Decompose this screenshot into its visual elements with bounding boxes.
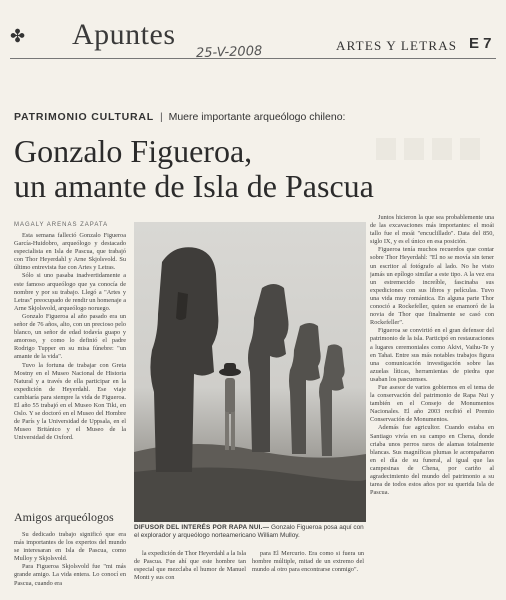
headline-line-2: un amante de Isla de Pascua <box>14 168 374 204</box>
moai-statue-large <box>150 247 218 472</box>
kicker-separator: | <box>159 111 163 123</box>
article-column-bottom-middle <box>134 550 246 598</box>
paragraph: Además fue agricultor. Cuando estaba en Santiago vivía en su campo en Chena, donde criaba unos perros raros de alamas totalmente blancas. Sus magníficas plumas le acompañaron en el día de su funeral, al igual que las campesinas de Chena, por cariño al agradecimiento del mundo del patrimonio a su tarea de todos estos años por su querida Isla de Pascua. <box>370 424 494 497</box>
paragraph: Figueroa tenía muchos recuerdos que contar sobre Thor Heyerdahl: "El no se movía sin tener un escritor al fotógrafo al lado. No he visto jamás un epílogo similar a este tipo. A la vez era un estremecido increíble, fascinaba sus expediciones con sus libros y películas. Tuvo una vida muy romántica. En alguna parte Thor conoció a Rockefeller, quien se enamoró de la novia de Thor que finalmente se casó con Rockefeller". <box>370 246 494 327</box>
paragraph: Sólo si uno pasaba inadvertidamente a este famoso arqueólogo que ya conocía de nombre y por su trabajo. Llegó a "Artes y Letras" preocupado de rendir un homenaje a Arne Skjolsvold, arqueólogo noruego. <box>14 272 126 312</box>
section-name: ARTES Y LETRAS <box>336 38 458 53</box>
article-column-right <box>370 214 494 598</box>
article-column-bottom-right <box>252 550 364 598</box>
handwritten-date: 25-V-2008 <box>195 43 263 62</box>
bleed-through-text <box>376 128 486 178</box>
section-title: Apuntes <box>72 18 176 51</box>
caption-text: Gonzalo Figueroa posa aquí con el explorador y arqueólogo norteamericano William Mulloy. <box>134 524 364 539</box>
paragraph: Juntos hicieron la que sea probablemente una de las excavaciones más importantes: el moái tallo fue el moái "encuclillado". Data del 850, siglo IX, y es el único en esa posición. <box>370 214 494 246</box>
kicker-label: PATRIMONIO CULTURAL <box>14 111 155 123</box>
page-number: E 7 <box>469 35 492 52</box>
paragraph: Tuvo la fortuna de trabajar con Greta Mostny en el Museo Nacional de Historia Natural y a través de ella participar en la expedición de Heyerdahl. Ese viaje cambiaría para siempre la vida de Figueroa. El año 55 trabajó en el Museo Kon Tiki, en Oslo. Y se doctoró en el Museo del Hombre de París y la Universidad de Uppsala, en el Museo Británico y el Museo de la Universidad de Oxford. <box>14 361 126 442</box>
person-figure <box>219 363 241 450</box>
paragraph: Figueroa se convirtió en el gran defensor del patrimonio de la isla. Participó en restauraciones a lugares ceremoniales como Akivi, Vaihu-Te y en Tahai. Entre sus más notables trabajos figura una comunicación investigación sobre las azuelas líticas, herramientas de piedra que usaban los pascuenses. <box>370 327 494 383</box>
subheading: Amigos arqueólogos <box>14 510 114 524</box>
paragraph: la expedición de Thor Heyerdahl a la Isla de Pascua. Fue ahí que este hombre tan especial que mezclaba el humor de Manuel Montt y sus con <box>134 550 246 582</box>
headline <box>14 134 374 204</box>
header-rule <box>10 58 496 59</box>
moai-photo <box>134 222 366 522</box>
paragraph: Gonzalo Figueroa al año pasado era un señor de 76 años, alto, con un precioso pelo blanco, un señor de edad todavía guapo y amoroso, y como lo definió el padre Rodrigo Tupper en su misa fúnebre: "un amante de la vida". <box>14 312 126 361</box>
bleed-through-shape <box>376 128 486 168</box>
moai-statue-4 <box>319 344 345 456</box>
section-dingbat-icon: ✤ <box>10 26 26 46</box>
paragraph: Esta semana falleció Gonzalo Figueroa García-Huidobro, arqueólogo y destacado especialista en Isla de Pascua, que trabajó con Thor Heyerdahl y Arne Skjolsvold. Su último entrevista fue con Artes y Letras. <box>14 232 126 272</box>
kicker-text: Muere importante arqueólogo chileno: <box>168 111 346 123</box>
paragraph: Su dedicado trabajo significó que era más importantes de los expertos del mundo se interesaran en Isla de Pascua, como Mulloy y Skjolsvold. <box>14 531 126 563</box>
article-column-left <box>14 232 126 508</box>
article-column-left-lower <box>14 531 126 595</box>
photo-caption <box>134 524 366 540</box>
headline-line-1: Gonzalo Figueroa, <box>14 133 253 169</box>
byline: MAGALY ARENAS ZAPATA <box>14 222 109 228</box>
moai-statue-3 <box>289 323 321 454</box>
paragraph: para El Mercurio. Era como si fuera un hombre múltiple, mitad de un extremo del mundo al otro para encontrarse conmigo". <box>252 550 364 574</box>
caption-label: DIFUSOR DEL INTERÉS POR RAPA NUI.— <box>134 524 270 531</box>
moai-photo-illustration <box>134 222 366 522</box>
paragraph: Para Figueroa Skjolsvold fue "mi más grande amigo. La vida entera. Lo conocí en Pascua, cuando era <box>14 563 126 587</box>
moai-statue-2 <box>248 284 289 452</box>
paragraph: Fue asesor de varios gobiernos en el tema de la conservación del patrimonio de Rapa Nui y también en el Consejo de Monumentos Nacionales. El año 2003 recibió el Premio Conservación de Monumentos. <box>370 383 494 424</box>
kicker <box>14 111 345 123</box>
